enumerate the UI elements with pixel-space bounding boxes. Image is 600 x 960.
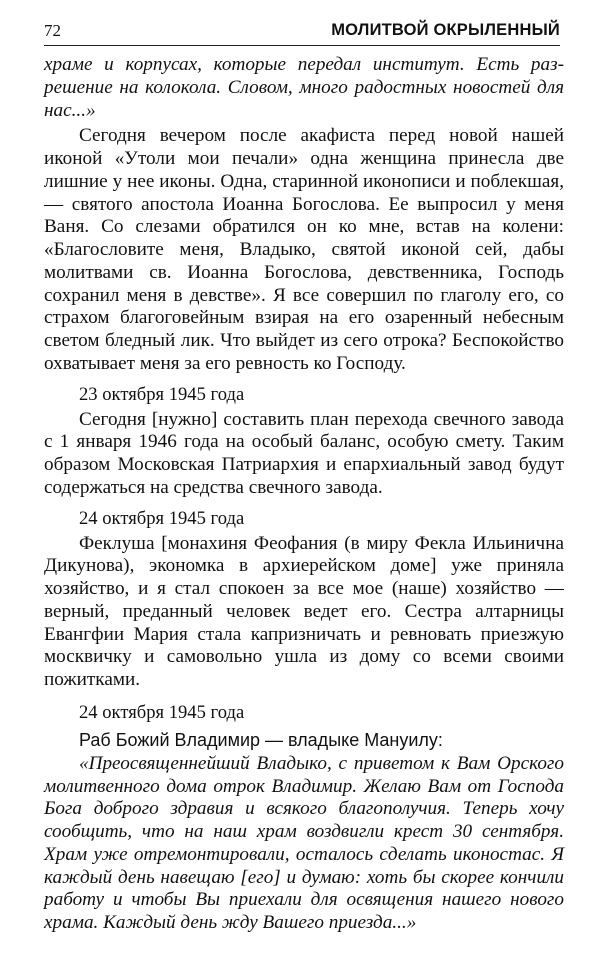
running-title: МОЛИТВОЙ ОКРЫЛЕННЫЙ	[331, 21, 560, 39]
page-body	[44, 54, 564, 935]
page-number: 72	[44, 21, 61, 40]
paragraph-icon-story: Сегодня вечером после акафиста перед новой нашей иконой «Утоли мои печали» одна женщина принесла две лишние у нее иконы. Одна, старинной иконописи и поблекшая, — святого апостола Иоанна Богослова. Ее выпросил у меня Ваня. Со слезами обратился он ко мне, встав на колени: «Благословите меня, Владыко, святой иконой сей, дабы молитвами св. Иоанна Богослова, девственника, Господь сохранил меня в девстве». Я все совершил по глаголу его, со страхом благоговейным взирая на его озаренный небесным светом бледный лик. Что выйдет из сего отрока? Беспокойство охватывает меня за его ревность ко Господу.	[44, 125, 564, 374]
letter-intro: Раб Божий Владимир — владыке Мануилу:	[79, 729, 443, 750]
diary-date-24-oct-second: 24 октября 1945 года	[79, 701, 245, 723]
page-header	[44, 17, 560, 46]
diary-date-24-oct: 24 октября 1945 года	[79, 507, 245, 529]
diary-date-23-oct: 23 октября 1945 года	[79, 383, 245, 405]
paragraph-continuation: храме и корпусах, которые передал институт. Есть разрешение на колокола. Словом, много радостных новостей для нас...»	[44, 54, 564, 121]
paragraph-feklusha: Феклуша [монахиня Феофания (в миру Фекла Ильинична Дикунова), экономка в архиерейском доме] уже приняла хозяйство, и я стал спокоен за все мое (наше) хозяйство — верный, преданный человек ведет его. Сестра алтарницы Евангфии Мария стала капризничать и ревновать приезжую москвичку и самовольно ушла из дому со всеми своими пожитками.	[44, 532, 564, 690]
letter-text: «Преосвященнейший Владыко, с приветом к Вам Орского молитвенного дома отрок Владимир. Желаю Вам от Господа Бога доброго здравия и всякого благополучия. Теперь хочу сообщить, что на наш храм воздвигли крест 30 сентября. Храм уже отремонтировали, осталось сделать иконостас. Я каждый день навещаю [его] и думаю: хоть бы скорее кончили работу и чтобы Вы приехали для освящения нашего нового храма. Каждый день жду Вашего приезда...»	[44, 752, 564, 933]
paragraph-candle-factory: Сегодня [нужно] составить план перехода свечного завода с 1 января 1946 года на особый баланс, особую смету. Таким образом Московская Патриархия и епархиальный завод будут содержаться на средства свечного завода.	[44, 408, 564, 498]
